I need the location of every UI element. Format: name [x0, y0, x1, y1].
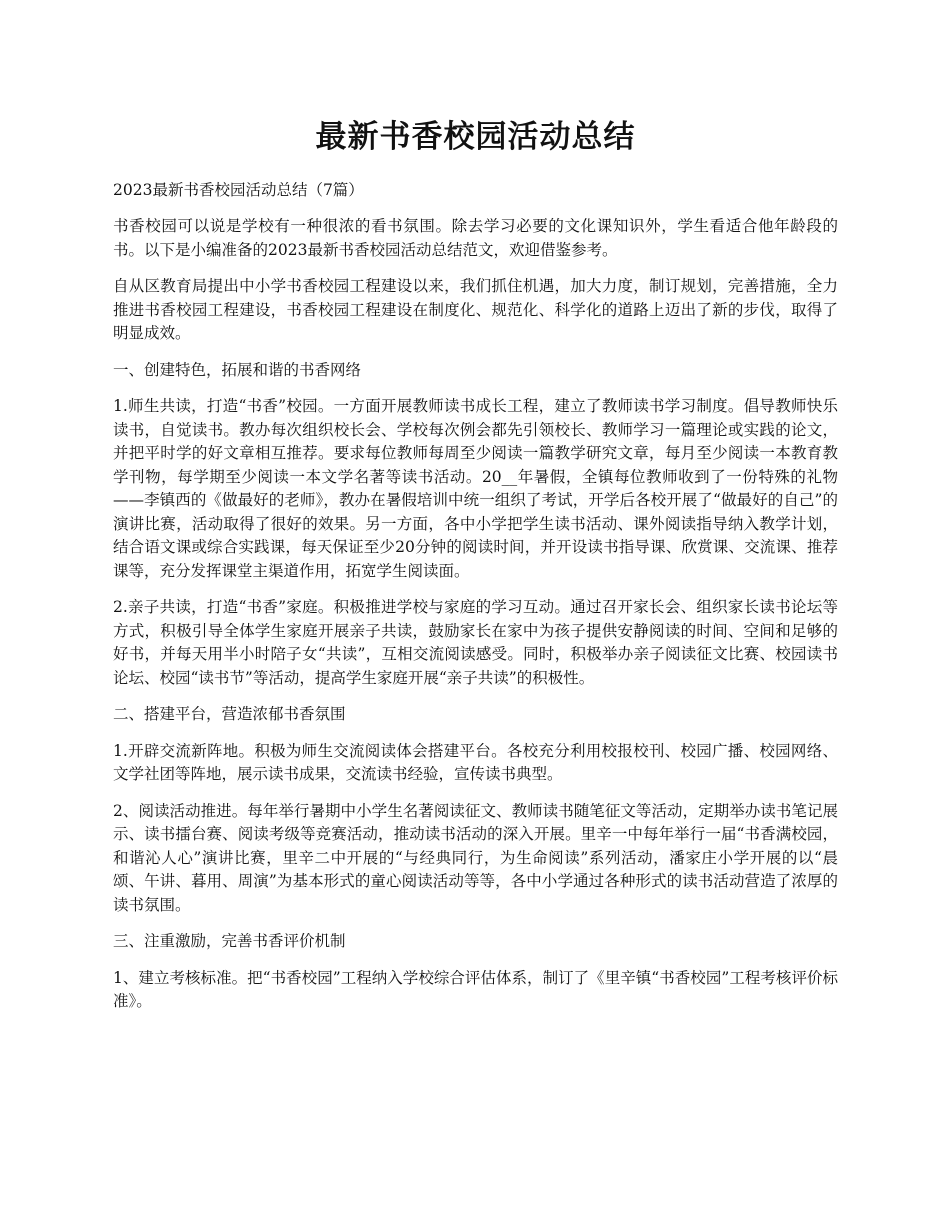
paragraph: 1、建立考核标准。把“书香校园”工程纳入学校综合评估体系，制订了《里辛镇“书香校园”工程考核评价标准》。 — [113, 968, 838, 1010]
paragraph: 2.亲子共读，打造“书香”家庭。积极推进学校与家庭的学习互动。通过召开家长会、组织家长读书论坛等方式，积极引导全体学生家庭开展亲子共读，鼓励家长在家中为孩子提供安静阅读的时间、空间和足够的好书，并每天用半小时陪子女“共读”，互相交流阅读感受。同时，积极举办亲子阅读征文比赛、校园读书论坛、校园“读书节”等活动，提高学生家庭开展“亲子共读”的积极性。 — [113, 598, 838, 687]
section-heading: 二、搭建平台，营造浓郁书香氛围 — [113, 705, 346, 723]
paragraph: 自从区教育局提出中小学书香校园工程建设以来，我们抓住机遇，加大力度，制订规划，完善措施，全力推进书香校园工程建设，书香校园工程建设在制度化、规范化、科学化的道路上迈出了新的步伐，取得了明显成效。 — [113, 277, 838, 342]
paragraph: 书香校园可以说是学校有一种很浓的看书氛围。除去学习必要的文化课知识外，学生看适合他年龄段的书。以下是小编准备的2023最新书香校园活动总结范文，欢迎借鉴参考。 — [113, 217, 838, 259]
section-heading: 三、注重激励，完善书香评价机制 — [113, 932, 346, 950]
paragraph: 1.开辟交流新阵地。积极为师生交流阅读体会搭建平台。各校充分利用校报校刊、校园广播、校园网络、文学社团等阵地，展示读书成果，交流读书经验，宣传读书典型。 — [113, 741, 838, 783]
document-title: 最新书香校园活动总结 — [315, 119, 636, 155]
document-page — [113, 112, 838, 1014]
section-heading: 一、创建特色，拓展和谐的书香网络 — [113, 360, 362, 379]
paragraph: 2、阅读活动推进。每年举行暑期中小学生名著阅读征文、教师读书随笔征文等活动，定期举办读书笔记展示、读书擂台赛、阅读考级等竞赛活动，推动读书活动的深入开展。里辛一中每年举行一届“书香满校园，和谐沁人心”演讲比赛，里辛二中开展的“与经典同行，为生命阅读”系列活动，潘家庄小学开展的以“晨颂、午讲、暮用、周演”为基本形式的童心阅读活动等等，各中小学通过各种形式的读书活动营造了浓厚的读书氛围。 — [113, 801, 838, 914]
document-subtitle: 2023最新书香校园活动总结（7篇） — [113, 181, 364, 199]
paragraph: 1.师生共读，打造“书香”校园。一方面开展教师读书成长工程，建立了教师读书学习制度。倡导教师快乐读书，自觉读书。教办每次组织校长会、学校每次例会都先引领校长、教师学习一篇理论或实践的论文，并把平时学的好文章相互推荐。要求每位教师每周至少阅读一篇教学研究文章，每月至少阅读一本教育教学刊物，每学期至少阅读一本文学名著等读书活动。20__年暑假，全镇每位教师收到了一份特殊的礼物——李镇西的《做最好的老师》，教办在暑假培训中统一组织了考试，开学后各校开展了“做最好的自己”的演讲比赛，活动取得了很好的效果。另一方面，各中小学把学生读书活动、课外阅读指导纳入教学计划，结合语文课或综合实践课，每天保证至少20分钟的阅读时间，并开设读书指导课、欣赏课、交流课、推荐课等，充分发挥课堂主渠道作用，拓宽学生阅读面。 — [113, 397, 838, 580]
